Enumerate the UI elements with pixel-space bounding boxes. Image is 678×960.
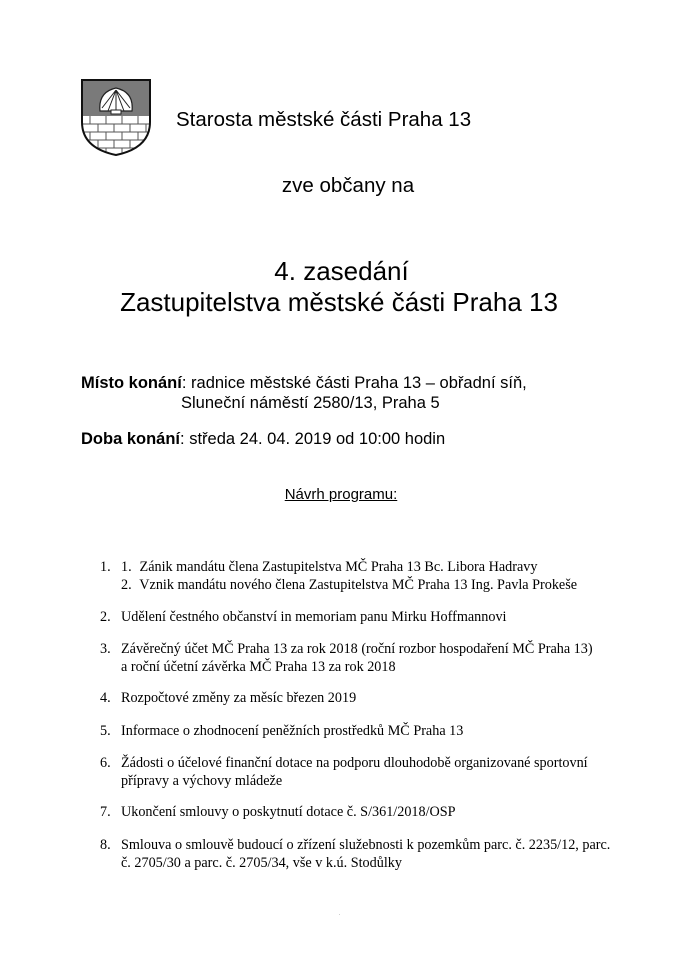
agenda-item-number: 5. bbox=[100, 723, 111, 739]
place-line bbox=[81, 374, 527, 393]
agenda-item-text: Ukončení smlouvy o poskytnutí dotace č. S/361/2018/OSP bbox=[121, 804, 456, 820]
agenda-item-text: Udělení čestného občanství in memoriam panu Mirku Hoffmannovi bbox=[121, 609, 507, 625]
agenda-subitem-number: 1. bbox=[121, 559, 132, 575]
agenda-item-text: Informace o zhodnocení peněžních prostředků MČ Praha 13 bbox=[121, 723, 464, 739]
agenda-item-number: 7. bbox=[100, 804, 111, 820]
scan-speck bbox=[339, 914, 340, 915]
place-separator: : bbox=[181, 374, 187, 392]
session-title-line1: 4. zasedání bbox=[274, 256, 409, 286]
agenda-item-text: Smlouva o smlouvě budoucí o zřízení služebnosti k pozemkům parc. č. 2235/12, parc. bbox=[121, 837, 611, 853]
agenda-item-text: Rozpočtové změny za měsíc březen 2019 bbox=[121, 690, 357, 706]
coat-of-arms-emblem bbox=[80, 78, 152, 156]
agenda-item-text: Žádosti o účelové finanční dotace na podporu dlouhodobě organizované sportovní bbox=[121, 755, 588, 771]
invite-line: zve občany na bbox=[281, 174, 415, 197]
agenda-item-number: 6. bbox=[100, 755, 111, 771]
agenda-item-number: 1. bbox=[100, 559, 111, 575]
agenda-subitem-text: Vznik mandátu nového člena Zastupitelstva MČ Praha 13 Ing. Pavla Prokeše bbox=[139, 577, 578, 593]
time-separator: : bbox=[180, 430, 185, 448]
session-title-line2: Zastupitelstva městské části Praha 13 bbox=[120, 287, 558, 317]
agenda-subitem-number: 2. bbox=[121, 577, 132, 593]
agenda-item-number: 4. bbox=[100, 690, 111, 706]
time-value: středa 24. 04. 2019 od 10:00 hodin bbox=[184, 430, 446, 448]
time-line bbox=[81, 430, 445, 449]
agenda-item-number: 8. bbox=[100, 837, 111, 853]
mayor-heading: Starosta městské části Praha 13 bbox=[176, 108, 472, 131]
agenda-item-text: Závěrečný účet MČ Praha 13 za rok 2018 (roční rozbor hospodaření MČ Praha 13) bbox=[121, 641, 593, 657]
agenda-item-text: přípravy a výchovy mládeže bbox=[121, 773, 283, 789]
agenda-subitem-text: Zánik mandátu člena Zastupitelstva MČ Praha 13 Bc. Libora Hadravy bbox=[139, 559, 538, 575]
time-label: Doba konání bbox=[81, 430, 181, 448]
agenda-item-text: a roční účetní závěrka MČ Praha 13 za rok 2018 bbox=[121, 659, 396, 675]
place-label: Místo konání bbox=[81, 374, 182, 392]
agenda-item-number: 3. bbox=[100, 641, 111, 657]
place-value-line2: Sluneční náměstí 2580/13, Praha 5 bbox=[181, 394, 440, 412]
agenda-item-number: 2. bbox=[100, 609, 111, 625]
place-value-line1: radnice městské části Praha 13 – obřadní síň, bbox=[186, 374, 527, 392]
agenda-item-text: č. 2705/30 a parc. č. 2705/34, vše v k.ú. Stodůlky bbox=[121, 855, 402, 871]
program-heading: Návrh programu: bbox=[284, 486, 398, 503]
